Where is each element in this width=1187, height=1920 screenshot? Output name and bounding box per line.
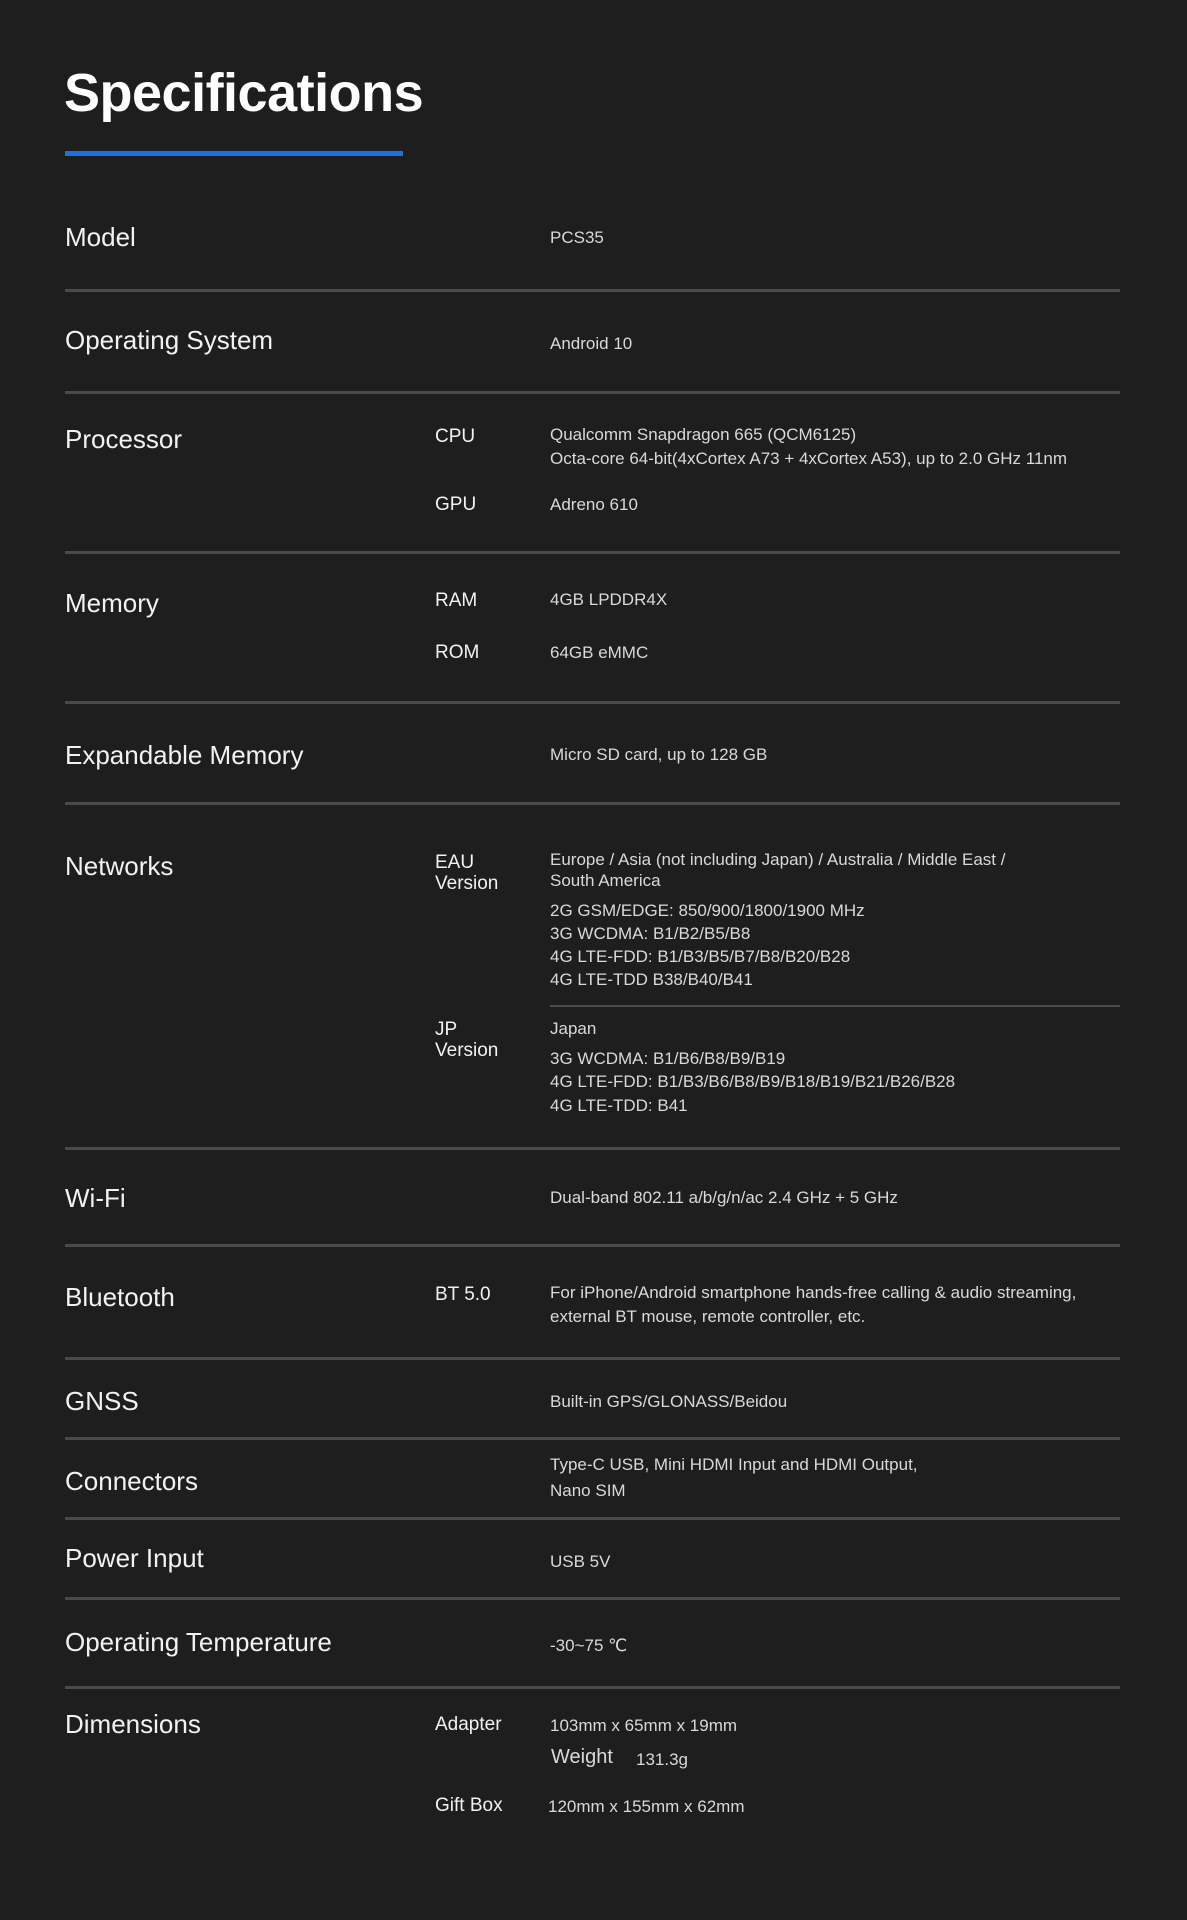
eau-label-1: EAU: [435, 852, 475, 873]
eau-region-line1: Europe / Asia (not including Japan) / Australia / Middle East /: [550, 850, 1006, 869]
ram-label: RAM: [435, 590, 478, 611]
cpu-value-line1: Qualcomm Snapdragon 665 (QCM6125): [550, 425, 857, 444]
gnss-value: Built-in GPS/GLONASS/Beidou: [550, 1392, 788, 1411]
rom-value: 64GB eMMC: [550, 643, 649, 662]
row-label-model: Model: [65, 222, 136, 252]
gpu-label: GPU: [435, 494, 477, 515]
connectors-line1: Type-C USB, Mini HDMI Input and HDMI Output,: [550, 1455, 918, 1474]
network-sub-divider: [550, 1005, 1120, 1007]
title-underline: [65, 151, 403, 156]
row-label-connectors: Connectors: [65, 1466, 198, 1496]
page-title: Specifications: [64, 63, 424, 123]
divider: [65, 1597, 1120, 1600]
row-label-wifi: Wi-Fi: [65, 1183, 126, 1213]
eau-band: 4G LTE-TDD B38/B40/B41: [550, 970, 753, 989]
divider: [65, 1517, 1120, 1520]
divider: [65, 1686, 1120, 1689]
jp-band: 4G LTE-TDD: B41: [550, 1096, 688, 1115]
jp-band: 3G WCDMA: B1/B6/B8/B9/B19: [550, 1049, 786, 1068]
row-label-bluetooth: Bluetooth: [65, 1282, 175, 1312]
row-label-processor: Processor: [65, 424, 183, 454]
eau-band: 3G WCDMA: B1/B2/B5/B8: [550, 924, 751, 943]
divider: [65, 701, 1120, 704]
os-value: Android 10: [550, 334, 633, 353]
row-label-networks: Networks: [65, 851, 174, 881]
gpu-value: Adreno 610: [550, 495, 638, 514]
expandable-value: Micro SD card, up to 128 GB: [550, 745, 768, 764]
weight-value: 131.3g: [636, 1750, 688, 1769]
adapter-label: Adapter: [435, 1714, 502, 1735]
eau-region-line2: South America: [550, 871, 661, 890]
divider: [65, 551, 1120, 554]
eau-band: 2G GSM/EDGE: 850/900/1800/1900 MHz: [550, 901, 865, 920]
power-value: USB 5V: [550, 1552, 611, 1571]
bluetooth-line2: external BT mouse, remote controller, etc.: [550, 1307, 866, 1326]
row-label-memory: Memory: [65, 588, 159, 618]
row-label-os: Operating System: [65, 325, 274, 355]
jp-region: Japan: [550, 1019, 597, 1038]
bluetooth-line1: For iPhone/Android smartphone hands-free calling & audio streaming,: [550, 1283, 1077, 1302]
divider: [65, 802, 1120, 805]
row-label-dimensions: Dimensions: [65, 1709, 201, 1739]
divider: [65, 1147, 1120, 1150]
temperature-value: -30~75 ℃: [550, 1636, 628, 1655]
jp-label-1: JP: [435, 1019, 458, 1040]
divider: [65, 289, 1120, 292]
divider: [65, 1357, 1120, 1360]
adapter-value: 103mm x 65mm x 19mm: [550, 1716, 738, 1735]
ram-value: 4GB LPDDR4X: [550, 590, 668, 609]
divider: [65, 1437, 1120, 1440]
row-label-expandable: Expandable Memory: [65, 740, 304, 770]
weight-label: Weight: [551, 1746, 613, 1768]
wifi-value: Dual-band 802.11 a/b/g/n/ac 2.4 GHz + 5 GHz: [550, 1188, 898, 1207]
cpu-value-line2: Octa-core 64-bit(4xCortex A73 + 4xCortex A53), up to 2.0 GHz 11nm: [550, 449, 1068, 468]
row-label-power: Power Input: [65, 1543, 204, 1573]
rom-label: ROM: [435, 642, 480, 663]
connectors-line2: Nano SIM: [550, 1481, 626, 1500]
divider: [65, 1244, 1120, 1247]
bt-version-label: BT 5.0: [435, 1284, 491, 1305]
divider: [65, 391, 1120, 394]
eau-label-2: Version: [435, 873, 499, 894]
model-value: PCS35: [550, 228, 604, 247]
row-label-gnss: GNSS: [65, 1386, 139, 1416]
giftbox-value: 120mm x 155mm x 62mm: [548, 1797, 745, 1816]
giftbox-label: Gift Box: [435, 1795, 503, 1816]
eau-band: 4G LTE-FDD: B1/B3/B5/B7/B8/B20/B28: [550, 947, 851, 966]
jp-band: 4G LTE-FDD: B1/B3/B6/B8/B9/B18/B19/B21/B26/B28: [550, 1072, 956, 1091]
row-label-temperature: Operating Temperature: [65, 1627, 332, 1657]
cpu-label: CPU: [435, 426, 476, 447]
jp-label-2: Version: [435, 1040, 499, 1061]
